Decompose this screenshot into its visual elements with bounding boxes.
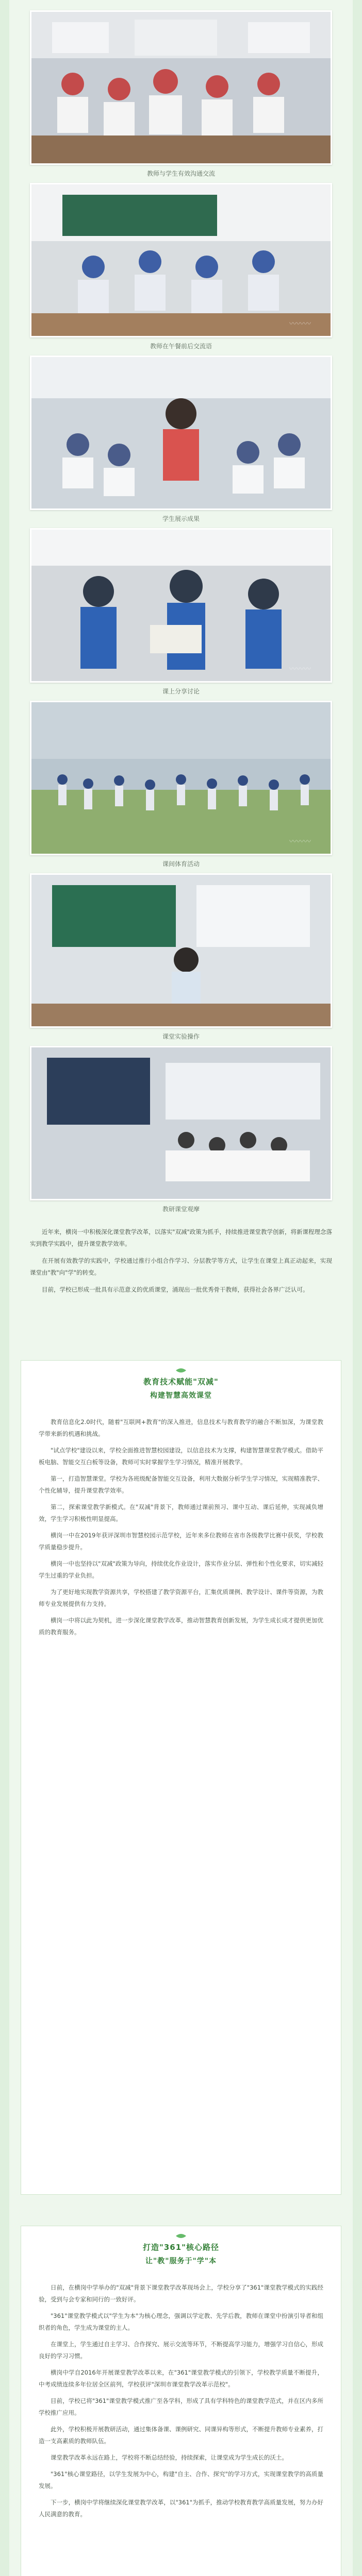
intro-text <box>30 1226 332 1301</box>
section-paragraph: 下一步，横岗中学将继续深化课堂教学改革，以"361"为抓手，推动学校教育教学高质量发展，努力办好人民满意的教育。 <box>39 2499 323 2518</box>
svg-text:〰〰〰: 〰〰〰 <box>289 320 311 328</box>
intro-paragraph: 近年来，横岗一中积极深化课堂教学改革，以落实"双减"政策为抓手，持续推进课堂教学创新，将新课程理念落实到教学实践中，提升课堂教学效率。 <box>30 1228 332 1247</box>
section-body <box>21 2282 341 2535</box>
photo-block-7 <box>30 1046 332 1214</box>
leaf-decoration-icon <box>176 1368 186 1373</box>
section-subtitle: 让"教"服务于"学"本 <box>145 2257 217 2265</box>
section-title: 打造"361"核心路径 <box>143 2243 219 2252</box>
section-paragraph: "361"课堂教学模式以"学生为本"为核心理念，强调以学定教、先学后教，教师在课堂中扮演引导者和组织者的角色，学生成为课堂的主人。 <box>39 2312 323 2331</box>
svg-text:〰〰〰: 〰〰〰 <box>289 665 311 673</box>
section-paragraph: 教育信息化2.0时代，随着"互联网+教育"的深入推进，信息技术与教育教学的融合不断加深，为课堂教学带来新的机遇和挑战。 <box>39 1418 323 1437</box>
classroom-photo-1 <box>30 10 332 165</box>
lab-photo-6 <box>30 873 332 1028</box>
photo-caption: 课间体育活动 <box>162 860 200 868</box>
section-paragraph: "361"核心课堂路径，以学生发展为中心，构建"自主、合作、探究"的学习方式，实现课堂教学的高质量发展。 <box>39 2470 323 2489</box>
photo-block-2 <box>30 183 332 351</box>
svg-text:〰〰〰: 〰〰〰 <box>289 838 311 846</box>
photo-block-1 <box>30 10 332 178</box>
section-paragraph: 为了更好地实现教学资源共享，学校搭建了教学资源平台，汇集优质课例、教学设计、课件等资源，为教师专业发展提供有力支持。 <box>39 1588 323 1607</box>
photo-caption: 教研课堂观摩 <box>162 1206 200 1213</box>
watermark-logo <box>289 835 325 848</box>
photo-block-4 <box>30 528 332 696</box>
photo-block-5 <box>30 701 332 869</box>
photo-block-3 <box>30 355 332 523</box>
watermark-logo <box>289 317 325 330</box>
section-subtitle: 构建智慧高效课堂 <box>150 1392 212 1400</box>
section-paragraph: "试点学校"建设以来，学校全面推进智慧校园建设，以信息技术为支撑，构建智慧课堂教学模式。借助平板电脑、智能交互白板等设备，教师可实时掌握学生学习情况，精准开展教学。 <box>39 1447 323 1466</box>
photo-caption: 课上分享讨论 <box>162 688 200 695</box>
section-paragraph: 此外，学校积极开展教研活动，通过集体备课、课例研究、同课异构等形式，不断提升教师专业素养，打造一支高素质的教师队伍。 <box>39 2426 323 2445</box>
leaf-decoration-icon <box>176 2233 186 2239</box>
classroom-photo-3 <box>30 355 332 510</box>
left-margin <box>0 0 9 2576</box>
intro-paragraph: 目前，学校已形成一批具有示范意义的优质课堂，涌现出一批优秀骨干教师，获得社会各界广泛认可。 <box>42 1286 309 1293</box>
classroom-photo-4 <box>30 528 332 683</box>
section-paragraph: 横岗一中在2019年获评深圳市智慧校园示范学校，近年来多位教师在省市各级教学比赛中获奖，学校教学质量稳步提升。 <box>39 1532 323 1551</box>
intro-paragraph: 在开展有效教学的实践中，学校通过推行小组合作学习、分层教学等方式，让学生在课堂上真正动起来，实现课堂由"教"向"学"的转变。 <box>30 1257 332 1276</box>
section-paragraph: 横岗一中将以此为契机，进一步深化课堂教学改革，推动智慧教育创新发展，为学生成长成才提供更加优质的教育服务。 <box>39 1617 323 1636</box>
meeting-photo-7 <box>30 1046 332 1200</box>
section-paragraph: 课堂教学改革永远在路上，学校将不断总结经验，持续探索，让课堂成为学生成长的沃土。 <box>51 2454 288 2461</box>
watermark-logo <box>289 663 325 675</box>
section-paragraph: 日前，在横岗中学举办的"双减"背景下课堂教学改革现场会上，学校分享了"361"课堂教学模式的实践经验，受到与会专家和同行的一致好评。 <box>39 2284 323 2303</box>
section-paragraph: 目前，学校已将"361"课堂教学模式推广至各学科，形成了具有学科特色的课堂教学范式，并在区内多所学校推广应用。 <box>39 2397 323 2416</box>
section-title: 教育技术赋能"双减" <box>143 1377 219 1386</box>
section-header <box>21 1361 341 1416</box>
photo-caption: 教师在午餐前后交流语 <box>150 343 212 350</box>
section-paragraph: 在课堂上，学生通过自主学习、合作探究、展示交流等环节，不断提高学习能力，增强学习自信心，形成良好的学习习惯。 <box>39 2341 323 2360</box>
sports-photo-5 <box>30 701 332 855</box>
section-paragraph: 横岗一中也坚持以"双减"政策为导向，持续优化作业设计，落实作业分层、弹性和个性化要求，切实减轻学生过重的学业负担。 <box>39 1560 323 1579</box>
section-card-2 <box>21 2226 341 2576</box>
photo-caption: 教师与学生有效沟通交流 <box>146 170 215 177</box>
section-paragraph: 第一，打造智慧课堂。学校为各班级配备智能交互设备，利用大数据分析学生学习情况，实现精准教学、个性化辅导，提升课堂教学效率。 <box>39 1475 323 1494</box>
photo-caption: 学生展示成果 <box>162 515 200 522</box>
section-card-1 <box>21 1360 341 2195</box>
section-body <box>21 1416 341 1653</box>
photo-caption: 课堂实验操作 <box>162 1033 200 1040</box>
classroom-photo-2 <box>30 183 332 337</box>
section-paragraph: 第二，探索课堂教学新模式。在"双减"背景下，教师通过课前预习、课中互动、课后延伸，实现减负增效，学生学习积极性明显提高。 <box>39 1503 323 1522</box>
section-header <box>21 2226 341 2282</box>
photo-block-6 <box>30 873 332 1041</box>
right-margin <box>353 0 362 2576</box>
section-paragraph: 横岗中学自2016年开展课堂教学改革以来，在"361"课堂教学模式的引领下，学校教学质量不断提升，中考成绩连续多年位居全区前列，学校获评"深圳市课堂教学改革示范校"。 <box>39 2369 323 2388</box>
